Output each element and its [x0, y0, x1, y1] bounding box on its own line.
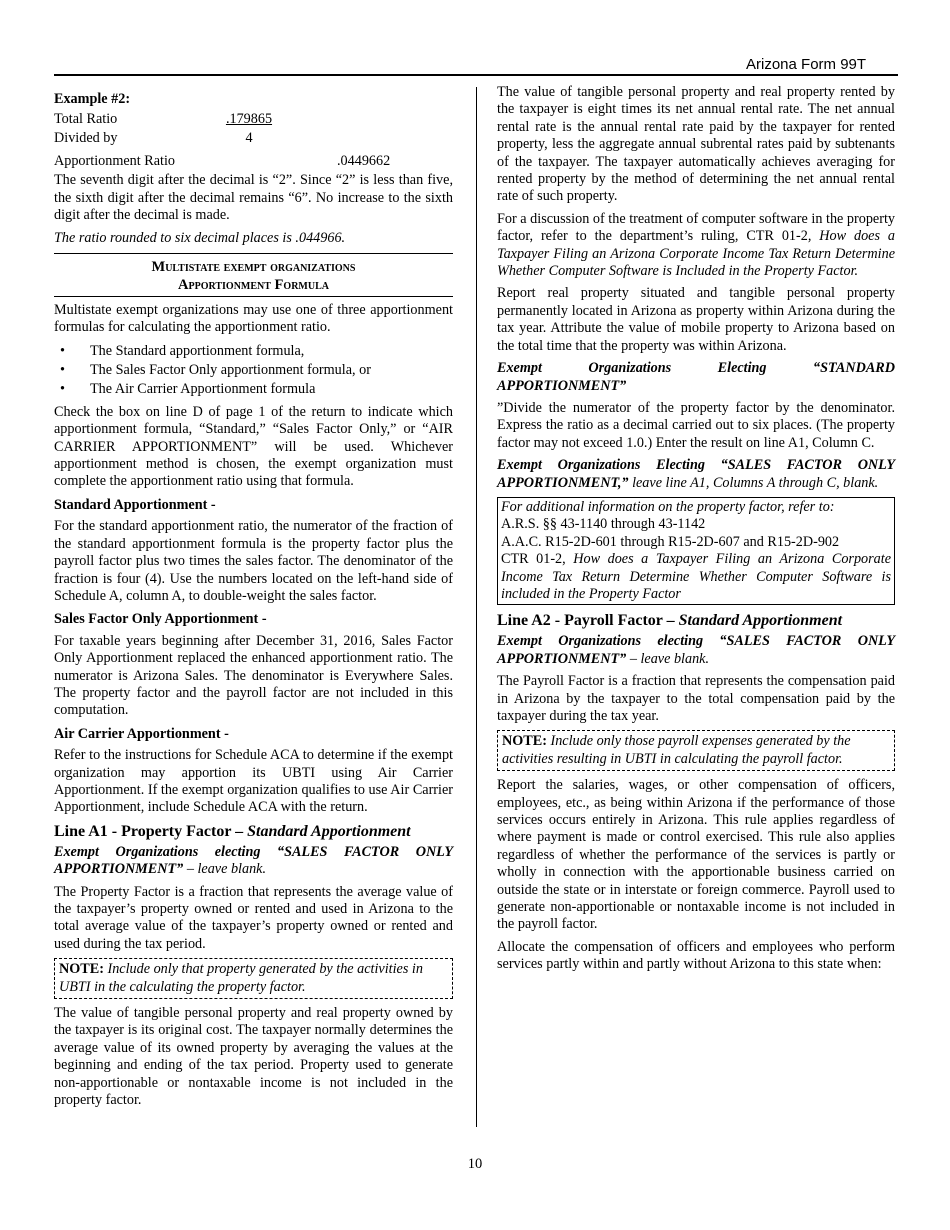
line-a2-subheading-rest: – leave blank. — [626, 650, 710, 667]
section-heading — [54, 253, 453, 297]
allocate-paragraph: Allocate the compensation of officers and employees who perform services partly within and partly without Arizona to this state when: — [497, 938, 895, 973]
left-column — [54, 80, 453, 1114]
example-label: Total Ratio — [54, 111, 118, 128]
list-item: • The Standard apportionment formula, — [54, 342, 453, 361]
divide-paragraph: ”Divide the numerator of the property factor by the denominator. Express the ratio as a decimal carried out to six places. (The property factor may not exceed 1.0.) Enter the result on line A1, Column C. — [497, 399, 895, 451]
note-label: NOTE: — [59, 961, 104, 978]
standard-paragraph: For the standard apportionment ratio, the numerator of the fraction of the standard apportionment formula is the property factor plus the payroll factor plus two times the sales factor. The denominator of the fraction is four (4). Use the numbers located on the left-hand side of Schedule A, column A, to double-weight the sales factor. — [54, 518, 453, 604]
line-a1-heading-main: Line A1 - Property Factor – — [54, 822, 248, 840]
line-a1-subheading — [54, 844, 453, 879]
example-result: .0449662 — [337, 153, 391, 169]
list-item: • The Air Carrier Apportionment formula — [54, 380, 453, 399]
line-a2-subheading — [497, 633, 895, 668]
example-title: Example #2: — [54, 91, 131, 107]
sales-factor-paragraph: For taxable years beginning after December 31, 2016, Sales Factor Only Apportionment replaced the enhanced apportionment ratio. The numerator is Arizona Sales. The denominator is Everywhere Sales. The property factor and the payroll factor are not included in this computation. — [54, 632, 453, 719]
reference-ctr-title: How does a Taxpayer Filing an Arizona Corporate Income Tax Return Determine Whether Computer Software is included in the Property Factor — [501, 551, 891, 602]
example-label: Apportionment Ratio — [54, 153, 175, 169]
example-row-total — [54, 110, 453, 129]
formula-list — [54, 342, 453, 399]
sales-factor-heading: Sales Factor Only Apportionment - — [54, 611, 267, 628]
note-box — [497, 730, 895, 771]
list-item: • The Sales Factor Only apportionment formula, or — [54, 361, 453, 380]
software-ruling-title: , How does a Taxpayer Filing an Arizona Corporate Income Tax Return Determine Whether Computer Software is Included in the Property Factor. — [497, 228, 895, 280]
section-heading-line2: Apportionment Formula — [178, 277, 329, 294]
reference-ctr-label: CTR 01-2, — [501, 551, 574, 568]
line-a2-heading-main: Line A2 - Payroll Factor – — [497, 612, 679, 630]
example-rounded: The ratio rounded to six decimal places is .044966. — [54, 229, 346, 246]
salaries-paragraph: Report the salaries, wages, or other compensation of officers, employees, etc., as being within Arizona if the performance of those services occurs entirely in Arizona. This rule applies regardless of where payment is made or control exercised. This rule also applies regardless of whether the performance of the services is partly or wholly in connection with the apportionable business carried on outside the state or in interstate or foreign commerce. Payroll used to generate non-apportionable or nontaxable income is not included in the payroll factor. — [497, 777, 895, 933]
note-text: Include only that property generated by the activities in UBTI in the calculating the property factor. — [59, 961, 423, 995]
line-a2-heading-italic: Standard Apportionment — [678, 612, 843, 630]
form-title: Arizona Form 99T — [746, 56, 867, 73]
air-carrier-heading: Air Carrier Apportionment - — [54, 725, 229, 742]
owned-value-paragraph: The value of tangible personal property and real property owned by the taxpayer is its original cost. The taxpayer normally determines the average value of its owned property by averaging the values at the beginning and ending of the tax period. Property used to generate non-apportionable or nontaxable income is not included in the property factor. — [54, 1005, 453, 1109]
sales-factor-election — [497, 457, 895, 492]
example-row-divided — [54, 129, 453, 148]
payroll-factor-paragraph: The Payroll Factor is a fraction that represents the compensation paid in Arizona by the taxpayer to the total compensation paid by the taxpayer during the tax year. — [497, 673, 895, 724]
line-a1-subheading-rest: – leave blank. — [183, 861, 267, 878]
example-label: Divided by — [54, 130, 118, 147]
note-text: Include only those payroll expenses generated by the activities resulting in UBTI in calculating the payroll factor. — [502, 733, 851, 767]
page-number: 10 — [467, 1156, 483, 1172]
reference-aac: A.A.C. R15-2D-601 through R15-2D-607 and R15-2D-902 — [501, 533, 840, 550]
reference-intro: For additional information on the property factor, refer to: — [501, 498, 835, 515]
right-column — [497, 84, 895, 979]
sales-factor-election-bold: Exempt Organizations Electing “SALES FACTOR ONLY APPORTIONMENT,” — [497, 457, 895, 491]
standard-heading: Standard Apportionment - — [54, 496, 216, 513]
line-a1-heading — [54, 822, 453, 841]
line-a2-subheading-bold: Exempt Organizations electing “SALES FACTOR ONLY APPORTIONMENT” — [497, 633, 895, 667]
rented-value-paragraph: The value of tangible personal property and real property rented by the taxpayer is eight times its net annual rental rate. The net annual rental rate is the annual rental rate paid by the taxpayer for rented property, less the aggregate annual subrental rates paid by subtenants of the taxpayer. The taxpayer automatically achieves averaging for rented property by the method of determining the net annual rental rate of such property. — [497, 84, 895, 205]
section-heading-line1: Multistate exempt organizations — [151, 259, 356, 276]
intro-paragraph: Multistate exempt organizations may use one of three apportionment formulas for calculating the apportionment ratio. — [54, 302, 453, 336]
sales-factor-election-rest: leave line A1, Columns A through C, blank. — [628, 474, 879, 491]
line-a1-heading-italic: Standard Apportionment — [247, 822, 411, 840]
standard-election-heading: Exempt Organizations Electing “STANDARD APPORTIONMENT” — [497, 360, 895, 394]
line-a2-heading — [497, 611, 895, 630]
reference-ars: A.R.S. §§ 43-1140 through 43-1142 — [501, 516, 706, 533]
air-carrier-paragraph: Refer to the instructions for Schedule ACA to determine if the exempt organization may apportion its UBTI using Air Carrier Apportionment. If the exempt organization qualifies to use Air Carrier Apportionment, include Schedule ACA with the return. — [54, 747, 453, 816]
property-factor-paragraph: The Property Factor is a fraction that represents the average value of the taxpayer’s property owned or rented and used in Arizona to the total average value of the taxpayer’s property owned or rented and used during the tax period. — [54, 883, 453, 952]
software-paragraph — [497, 211, 895, 281]
software-paragraph-text: For a discussion of the treatment of computer software in the property factor, refer to the department’s ruling, CTR 01-2 — [497, 210, 895, 245]
line-a1-subheading-bold: Exempt Organizations electing “SALES FACTOR ONLY APPORTIONMENT” — [54, 843, 453, 878]
example-explanation: The seventh digit after the decimal is “2”. Since “2” is less than five, the sixth digit after the decimal remains “6”. No increase to the sixth digit after the decimal is made. — [54, 172, 453, 224]
note-label: NOTE: — [502, 733, 547, 750]
example-row-ratio — [54, 148, 453, 170]
example-value: .179865 — [225, 111, 273, 128]
check-box-paragraph: Check the box on line D of page 1 of the return to indicate which apportionment formula, “Standard,” “Sales Factor Only,” or “AIR CARRIER APPORTIONMENT” will be used. Whichever apportionment method is chosen, the exempt organization must complete the apportionment ratio using that formula. — [54, 403, 453, 490]
example-value: 4 — [245, 130, 253, 147]
report-property-paragraph: Report real property situated and tangible personal property permanently located in Arizona as property within Arizona during the tax year. Attribute the value of mobile property to Arizona based on the total time that the property was within Arizona. — [497, 285, 895, 354]
reference-ctr — [501, 551, 891, 603]
header-rule — [54, 74, 898, 76]
reference-box — [497, 497, 895, 605]
note-box — [54, 958, 453, 999]
column-divider — [476, 87, 477, 1127]
